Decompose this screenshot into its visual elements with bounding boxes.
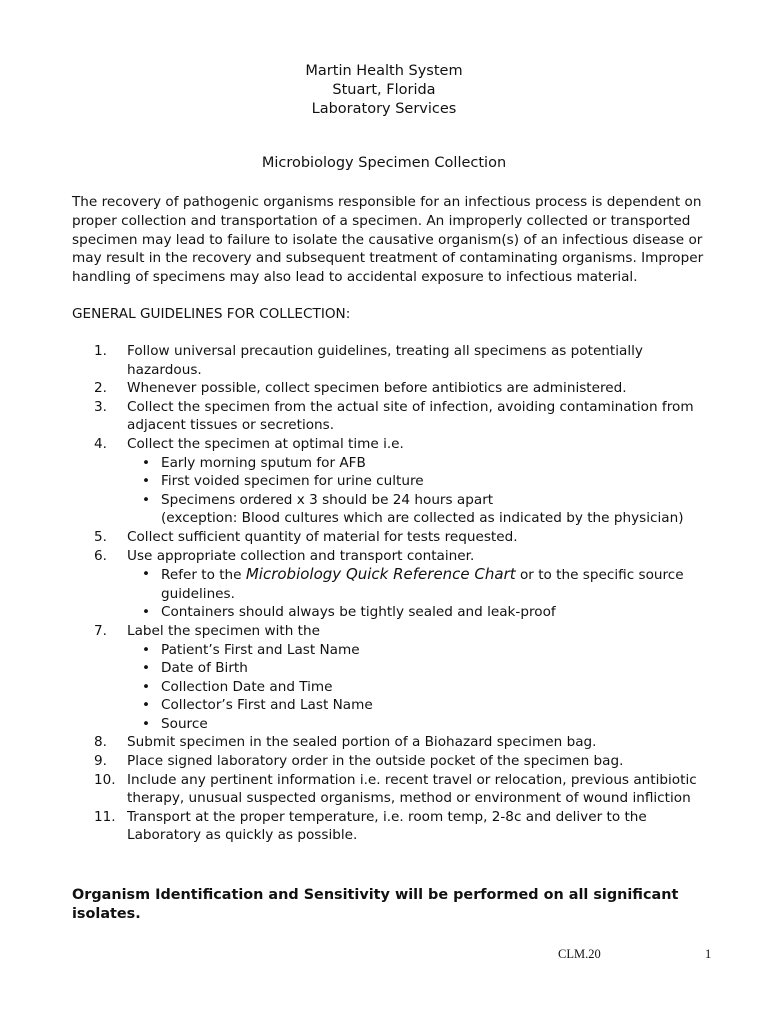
organization-name: Martin Health System: [305, 63, 463, 79]
item-text: Follow universal precaution guidelines, treating all specimens as potentially hazardous.: [127, 343, 643, 378]
item-number: 11.: [94, 808, 116, 825]
item-text: Collect sufficient quantity of material for tests requested.: [127, 528, 518, 545]
list-item: [72, 622, 712, 734]
list-item: [72, 528, 712, 547]
item-number: 3.: [94, 398, 107, 415]
reference-chart-link: Microbiology Quick Reference Chart: [245, 565, 516, 584]
list-item: [72, 752, 712, 771]
bullet-item: • First voided specimen for urine culture: [139, 472, 712, 491]
item-number: 9.: [94, 753, 107, 770]
bullet-item: • Patient’s First and Last Name: [139, 641, 712, 660]
list-item: [72, 808, 712, 845]
list-item: [72, 771, 712, 808]
document-title: Microbiology Specimen Collection: [261, 155, 507, 171]
document-header: [0, 62, 768, 119]
exception-note: (exception: Blood cultures which are collected as indicated by the physician): [161, 510, 684, 527]
item-text: Transport at the proper temperature, i.e. room temp, 2-8c and deliver to the Laboratory as quickly as possible.: [127, 808, 647, 844]
list-item: [72, 342, 712, 379]
bullet-item: • Collection Date and Time: [139, 678, 712, 697]
list-item: [72, 547, 712, 622]
item-number: 2.: [94, 380, 107, 397]
bullet-list: [127, 565, 712, 622]
bullet-item: • Specimens ordered x 3 should be 24 hours apart: [139, 491, 712, 510]
item-text: Place signed laboratory order in the outside pocket of the specimen bag.: [127, 753, 624, 770]
list-item: [72, 398, 712, 435]
bullet-text-post: or to the specific source guidelines.: [161, 567, 684, 602]
item-text: Label the specimen with the: [127, 622, 320, 639]
item-text: Submit specimen in the sealed portion of a Biohazard specimen bag.: [127, 734, 597, 751]
bullet-item: • Early morning sputum for AFB: [139, 454, 712, 473]
closing-statement: Organism Identification and Sensitivity will be performed on all significant isolates.: [72, 887, 679, 922]
item-number: 5.: [94, 528, 107, 545]
bullet-item: [139, 565, 712, 603]
bullet-text-pre: Refer to the: [161, 567, 246, 584]
item-number: 4.: [94, 435, 107, 452]
item-text: Whenever possible, collect specimen before antibiotics are administered.: [127, 380, 627, 397]
bullet-item: • Source: [139, 715, 712, 734]
item-text: Collect the specimen from the actual site of infection, avoiding contamination from adjacent tissues or secretions.: [127, 398, 694, 434]
guidelines-heading: GENERAL GUIDELINES FOR COLLECTION:: [72, 306, 351, 322]
item-number: 1.: [94, 343, 107, 359]
organization-location: Stuart, Florida: [332, 82, 436, 98]
item-number: 6.: [94, 547, 107, 564]
guidelines-list: [72, 342, 712, 845]
item-text: Use appropriate collection and transport container.: [127, 547, 475, 564]
intro-paragraph: The recovery of pathogenic organisms responsible for an infectious process is dependent on proper collection and transportation of a specimen. An improperly collected or transported specimen may lead to failure to isolate the causative organism(s) of an infectious disease or may result in the recovery and subsequent treatment of contaminating organisms. Improper handling of specimens may also lead to accidental exposure to infectious material.: [72, 194, 704, 286]
bullet-item: • Date of Birth: [139, 659, 712, 678]
department-name: Laboratory Services: [311, 101, 457, 117]
list-item: [72, 435, 712, 528]
list-item: [72, 733, 712, 752]
item-number: 10.: [94, 771, 116, 788]
item-number: 7.: [94, 622, 107, 639]
page-number: 1: [705, 947, 712, 961]
document-code: CLM.20: [558, 947, 601, 961]
bullet-list: [127, 454, 712, 528]
bullet-item: • Collector’s First and Last Name: [139, 696, 712, 715]
list-item: [72, 379, 712, 398]
bullet-list: [127, 641, 712, 734]
item-number: 8.: [94, 734, 107, 751]
item-text: Collect the specimen at optimal time i.e.: [127, 435, 404, 452]
item-text: Include any pertinent information i.e. recent travel or relocation, previous antibiotic therapy, unusual suspected organisms, method or environment of wound infliction: [127, 771, 697, 807]
bullet-item: • Containers should always be tightly sealed and leak-proof: [139, 603, 712, 622]
